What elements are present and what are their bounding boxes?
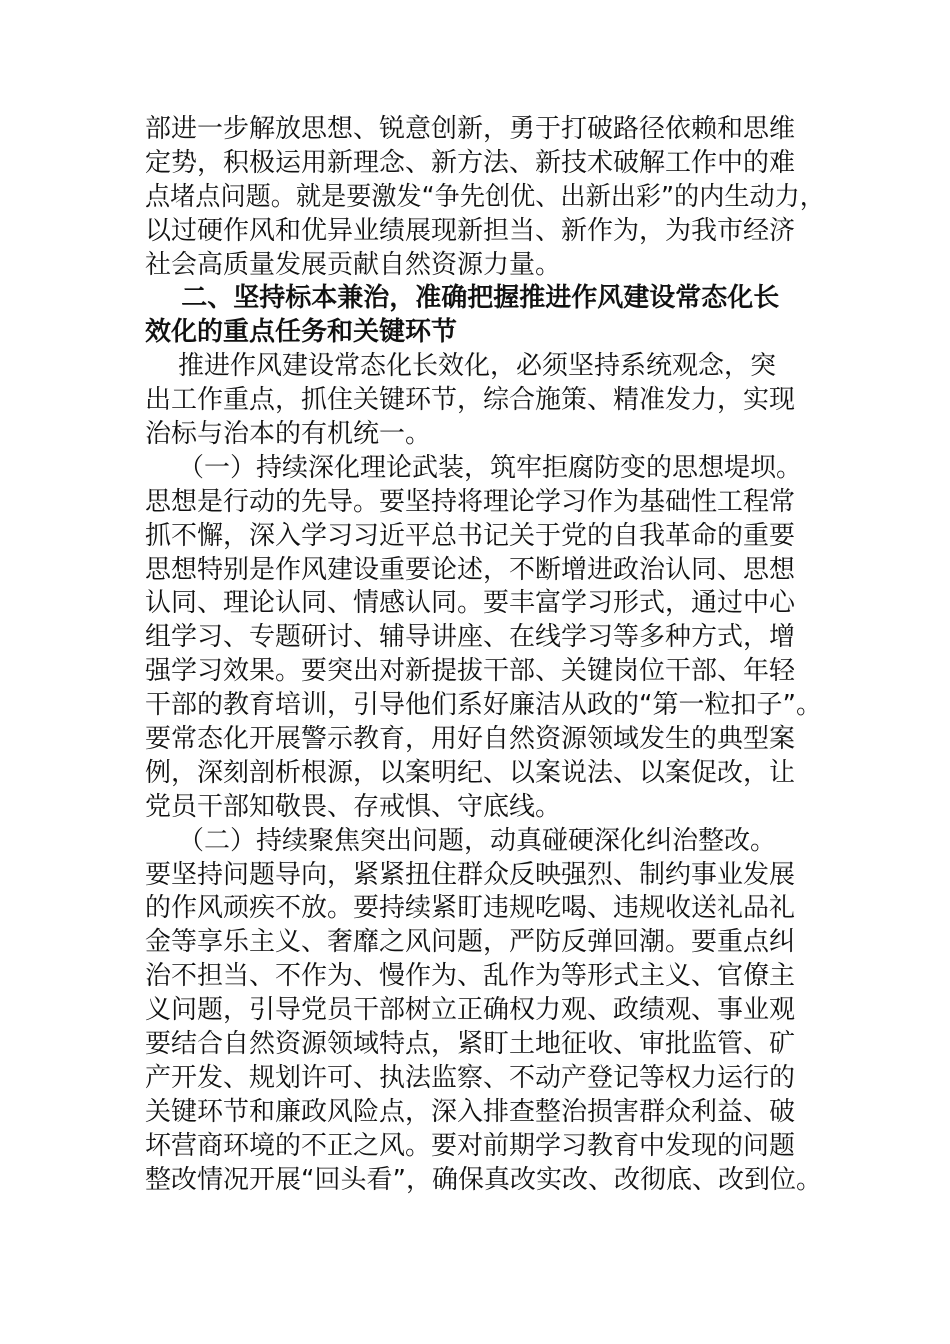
paragraph-line: 组学习、专题研讨、辅导讲座、在线学习等多种方式，增 bbox=[145, 622, 796, 653]
section-heading-line: 二、坚持标本兼治，准确把握推进作风建设常态化长 bbox=[145, 283, 780, 314]
paragraph-line: 抓不懈，深入学习习近平总书记关于党的自我革命的重要 bbox=[145, 520, 796, 551]
paragraph-line: 要结合自然资源领域特点，紧盯土地征收、审批监管、矿 bbox=[145, 1029, 796, 1060]
paragraph-line: 产开发、规划许可、执法监察、不动产登记等权力运行的 bbox=[145, 1062, 796, 1093]
paragraph-line: 出工作重点，抓住关键环节，综合施策、精准发力，实现 bbox=[145, 385, 796, 416]
paragraph-line: 认同、理论认同、情感认同。要丰富学习形式，通过中心 bbox=[145, 588, 796, 619]
section-heading-line: 效化的重点任务和关键环节 bbox=[145, 317, 458, 348]
paragraph-line: 党员干部知敬畏、存戒惧、守底线。 bbox=[145, 791, 562, 822]
document-body bbox=[145, 113, 825, 1198]
paragraph-line: 干部的教育培训，引导他们系好廉洁从政的“第一粒扣子”。 bbox=[145, 690, 822, 721]
paragraph-line: 治标与治本的有机统一。 bbox=[145, 419, 432, 450]
paragraph-line: 社会高质量发展贡献自然资源力量。 bbox=[145, 249, 562, 280]
paragraph-line: 坏营商环境的不正之风。要对前期学习教育中发现的问题 bbox=[145, 1130, 796, 1161]
paragraph-line: 以过硬作风和优异业绩展现新担当、新作为，为我市经济 bbox=[145, 215, 796, 246]
paragraph-line: 推进作风建设常态化长效化，必须坚持系统观念，突 bbox=[145, 351, 777, 382]
paragraph-line: （二）持续聚焦突出问题，动真碰硬深化纠治整改。 bbox=[145, 825, 777, 856]
paragraph-line: 要坚持问题导向，紧紧扭住群众反映强烈、制约事业发展 bbox=[145, 859, 796, 890]
paragraph-line: 的作风顽疾不放。要持续紧盯违规吃喝、违规收送礼品礼 bbox=[145, 893, 796, 924]
paragraph-line: （一）持续深化理论武装，筑牢拒腐防变的思想堤坝。 bbox=[145, 452, 803, 483]
paragraph-line: 关键环节和廉政风险点，深入排查整治损害群众利益、破 bbox=[145, 1096, 796, 1127]
paragraph-line: 整改情况开展“回头看”，确保真改实改、改彻底、改到位。 bbox=[145, 1164, 822, 1195]
paragraph-line: 金等享乐主义、奢靡之风问题，严防反弹回潮。要重点纠 bbox=[145, 927, 796, 958]
paragraph-line: 例，深刻剖析根源，以案明纪、以案说法、以案促改，让 bbox=[145, 757, 796, 788]
paragraph-line: 点堵点问题。就是要激发“争先创优、出新出彩”的内生动力， bbox=[145, 181, 825, 212]
paragraph-line: 要常态化开展警示教育，用好自然资源领域发生的典型案 bbox=[145, 724, 796, 755]
paragraph-line: 部进一步解放思想、锐意创新，勇于打破路径依赖和思维 bbox=[145, 114, 796, 144]
paragraph-line: 治不担当、不作为、慢作为、乱作为等形式主义、官僚主 bbox=[145, 961, 796, 992]
paragraph-line: 思想是行动的先导。要坚持将理论学习作为基础性工程常 bbox=[145, 486, 796, 517]
paragraph-line: 强学习效果。要突出对新提拔干部、关键岗位干部、年轻 bbox=[145, 656, 796, 687]
paragraph-line: 思想特别是作风建设重要论述，不断增进政治认同、思想 bbox=[145, 554, 796, 585]
paragraph-line: 义问题，引导党员干部树立正确权力观、政绩观、事业观 bbox=[145, 995, 796, 1026]
paragraph-line: 定势，积极运用新理念、新方法、新技术破解工作中的难 bbox=[145, 147, 796, 178]
